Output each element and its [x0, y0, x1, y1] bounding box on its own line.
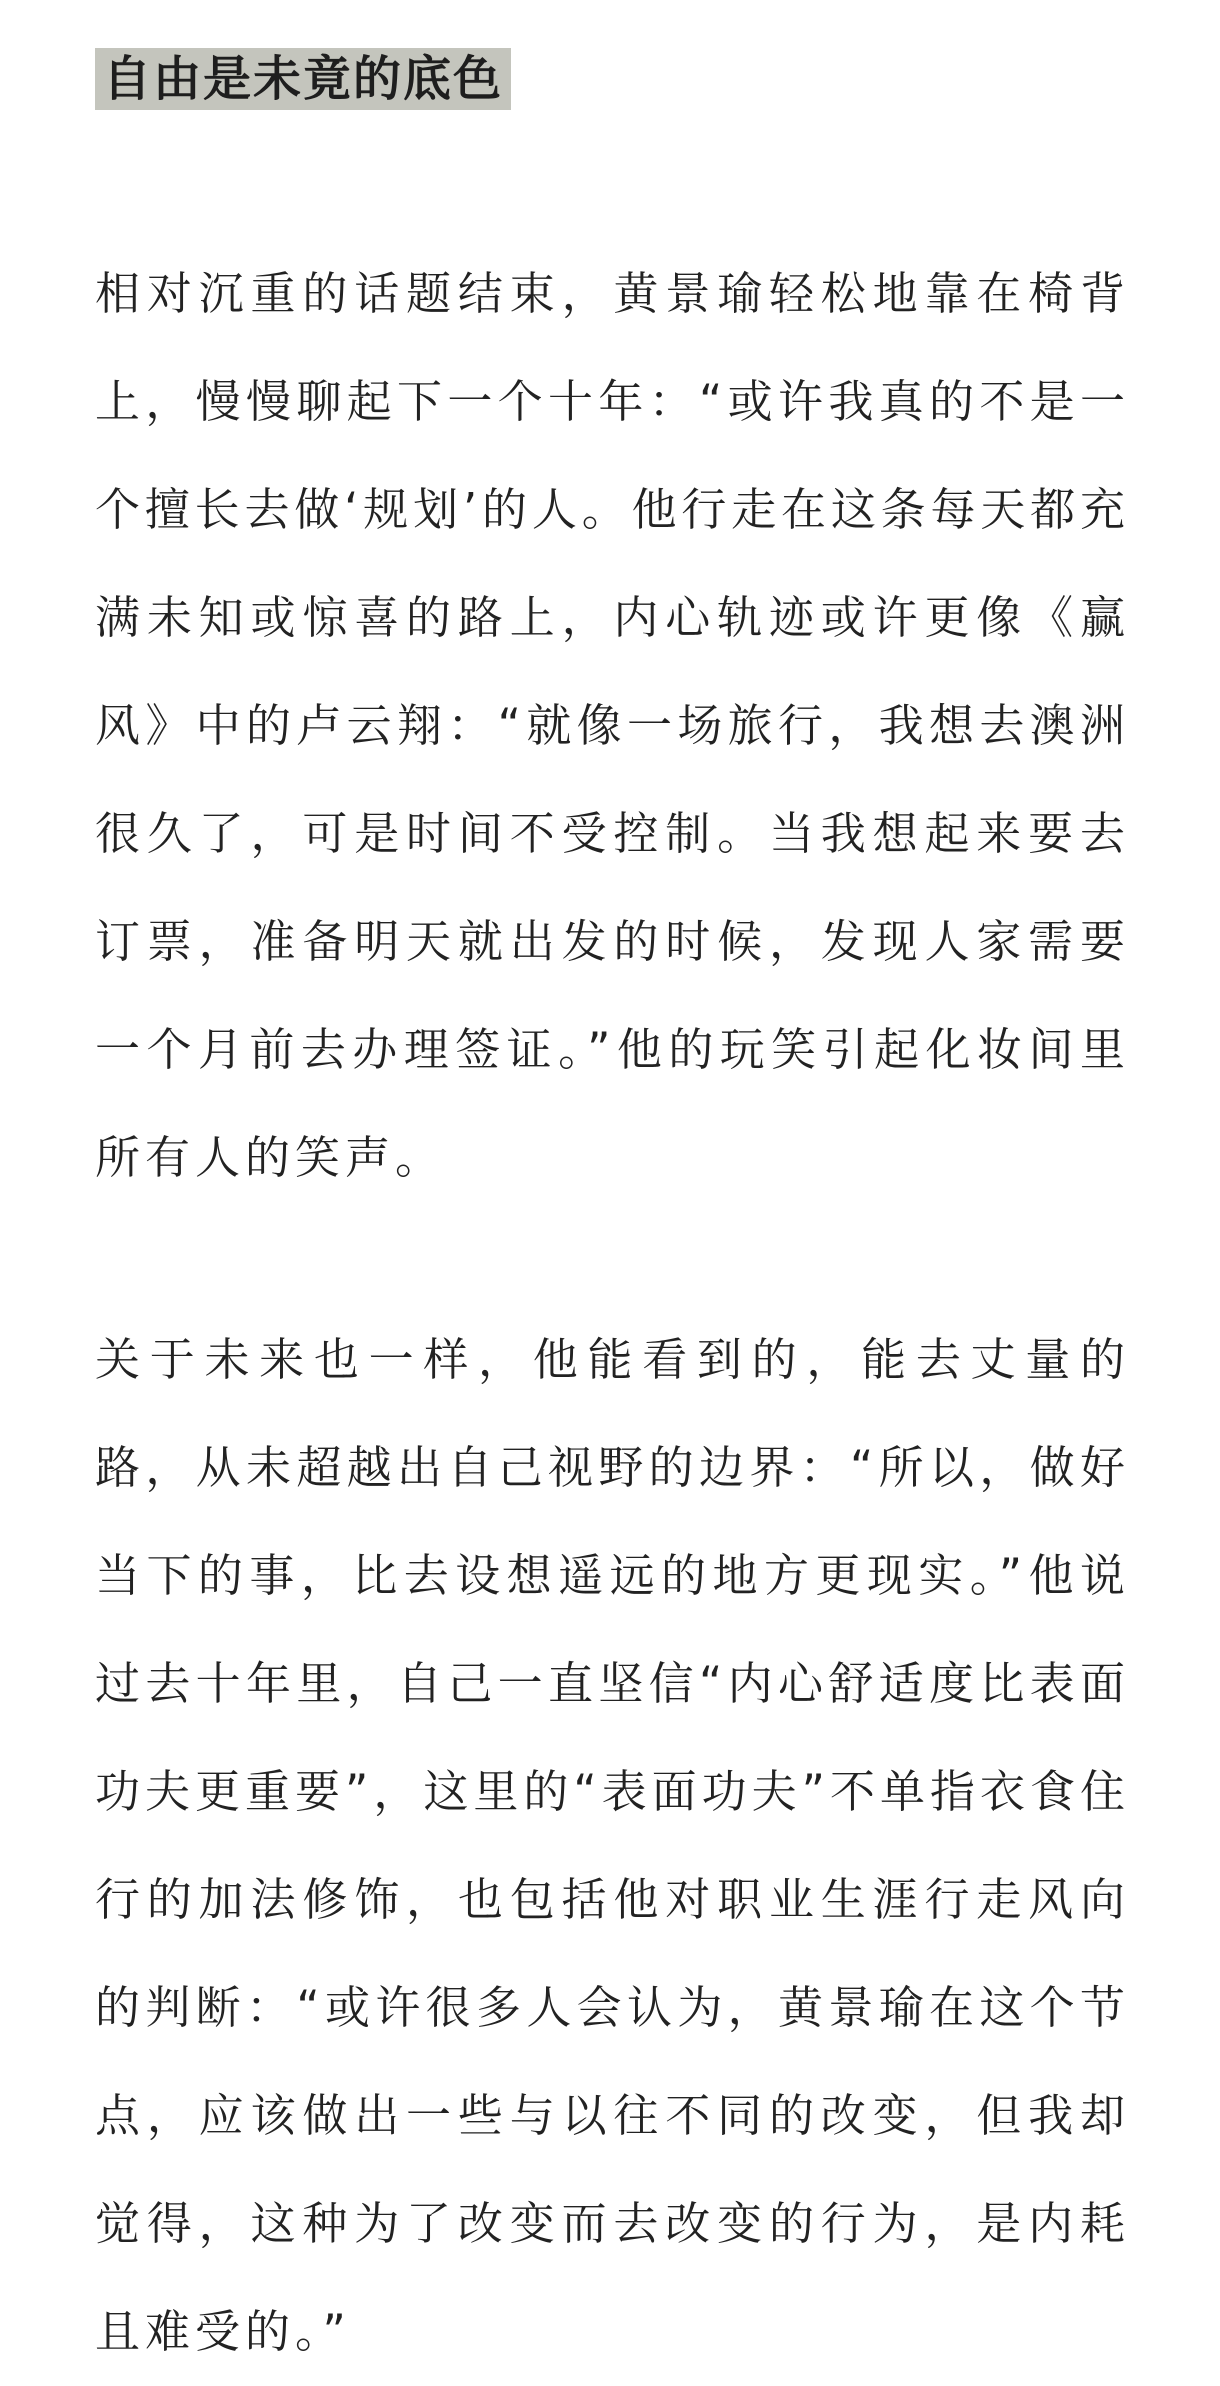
paragraph-line: 关于未来也一样，他能看到的，能去丈量的	[95, 1333, 1125, 1386]
paragraph-line: 上，慢慢聊起下一个十年：“或许我真的不是一	[95, 375, 1125, 428]
paragraph-line: 觉得，这种为了改变而去改变的行为，是内耗	[95, 2197, 1125, 2250]
paragraph-line: 满未知或惊喜的路上，内心轨迹或许更像《赢	[95, 591, 1125, 644]
paragraph-line: 很久了，可是时间不受控制。当我想起来要去	[95, 807, 1125, 860]
paragraph-2	[95, 1306, 1125, 2386]
article-heading-block	[95, 48, 511, 110]
paragraph-line: 且难受的。”	[95, 2305, 351, 2358]
paragraph-line: 行的加法修饰，也包括他对职业生涯行走风向	[95, 1873, 1125, 1926]
paragraph-line: 功夫更重要”，这里的“表面功夫”不单指衣食住	[95, 1765, 1125, 1818]
paragraph-line: 一个月前去办理签证。”他的玩笑引起化妆间里	[95, 1023, 1125, 1076]
paragraph-line: 订票，准备明天就出发的时候，发现人家需要	[95, 915, 1125, 968]
paragraph-line: 点，应该做出一些与以往不同的改变，但我却	[95, 2089, 1125, 2142]
paragraph-line: 个擅长去做‘规划’的人。他行走在这条每天都充	[95, 483, 1125, 536]
paragraph-line: 过去十年里，自己一直坚信“内心舒适度比表面	[95, 1657, 1125, 1710]
paragraph-line: 所有人的笑声。	[95, 1131, 446, 1184]
article-heading: 自由是未竟的底色	[95, 48, 511, 110]
paragraph-1	[95, 240, 1125, 1212]
paragraph-line: 路，从未超越出自己视野的边界：“所以，做好	[95, 1441, 1125, 1494]
paragraph-line: 的判断：“或许很多人会认为，黄景瑜在这个节	[95, 1981, 1125, 2034]
paragraph-line: 相对沉重的话题结束，黄景瑜轻松地靠在椅背	[95, 267, 1125, 320]
paragraph-line: 当下的事，比去设想遥远的地方更现实。”他说	[95, 1549, 1125, 1602]
paragraph-line: 风》中的卢云翔：“就像一场旅行，我想去澳洲	[95, 699, 1125, 752]
